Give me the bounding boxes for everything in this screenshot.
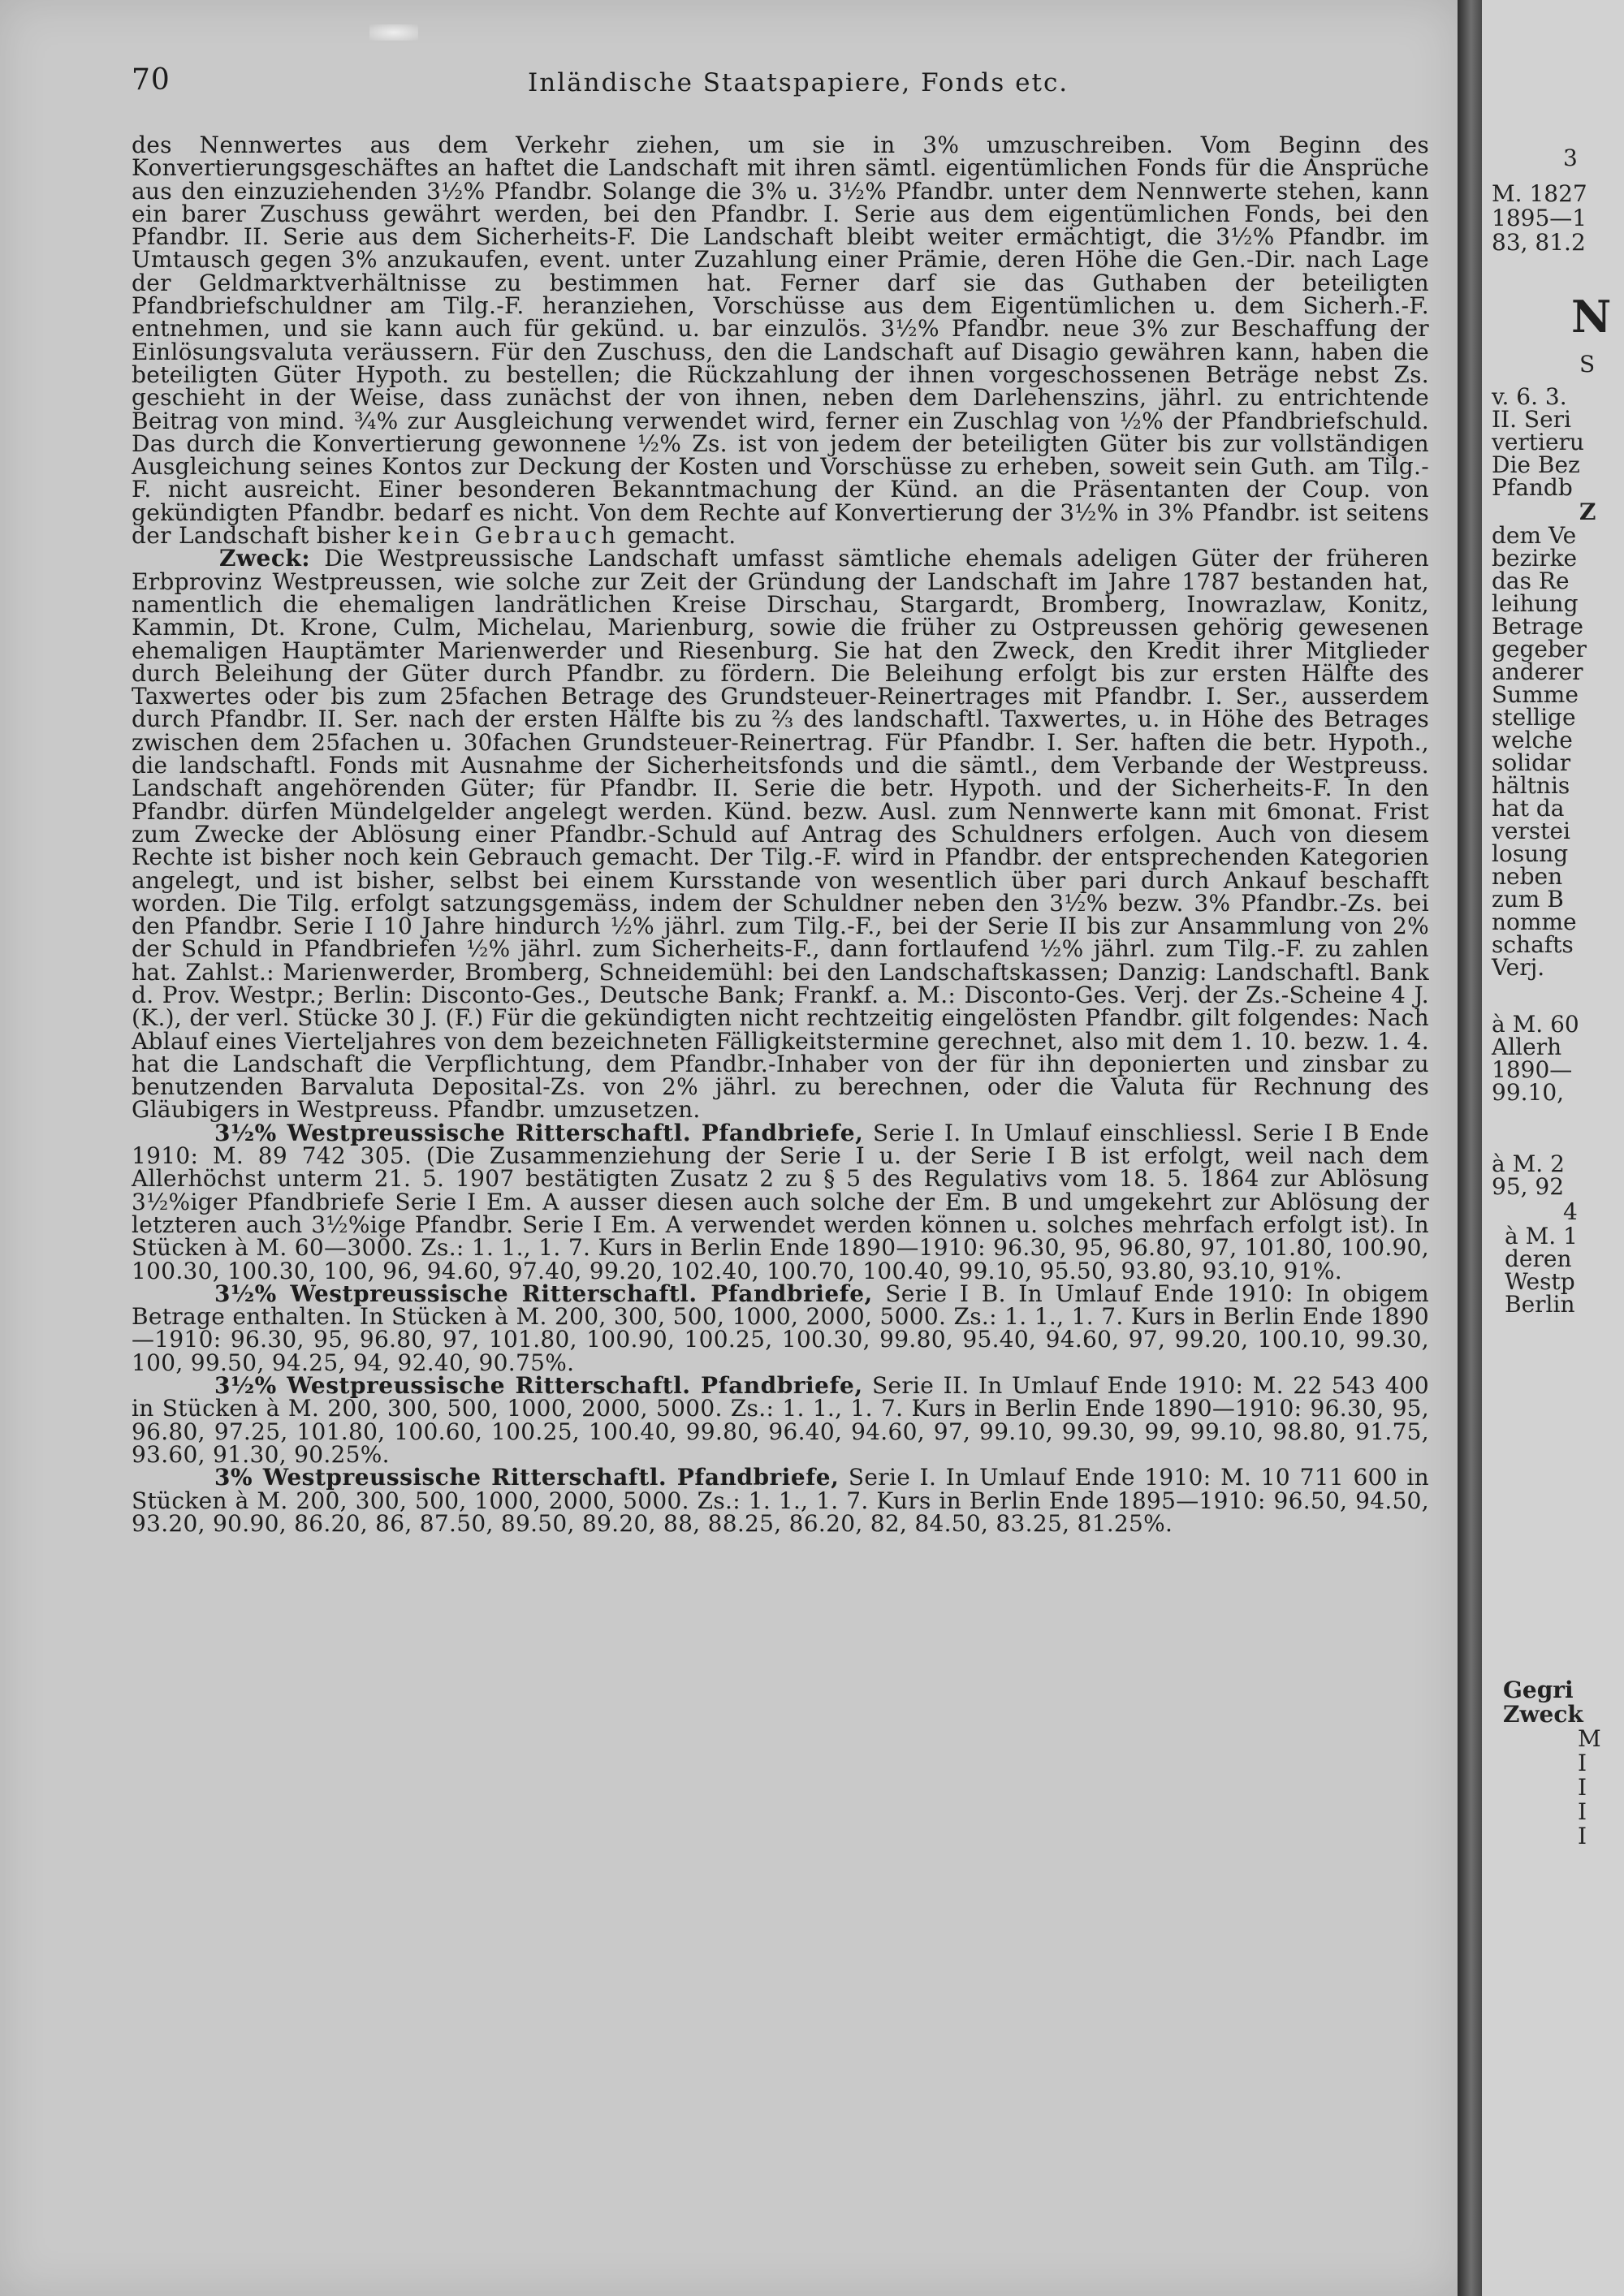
- print-smudge: [369, 24, 418, 41]
- right-fragment: Westp: [1505, 1268, 1575, 1295]
- entry-serie-ii: [132, 1372, 1429, 1468]
- right-fragment: zum B: [1492, 886, 1564, 913]
- paragraph-zweck: [132, 545, 1430, 1124]
- paragraph-konvertierung: [132, 132, 1429, 550]
- right-fragment: 1895—1: [1492, 205, 1587, 231]
- right-fragment: Gegri: [1503, 1677, 1574, 1703]
- right-fragment: à M. 1: [1505, 1223, 1578, 1249]
- entry-text: Serie I. In Umlauf einschliessl. Serie I B Ende 1910: M. 89 742 305. (Die Zusammenziehung der Serie I u. der Serie I B ist erfolgt, weil nach dem Allerhöchst unterm 21. 5. 1907 bestätigten Zusatz 2 zu § 5 des Regulativs vom 18. 5. 1864 zur Ablösung 3½%iger Pfandbriefe Serie I Em. A ausser diesen auch solche der Em. B und umgekehrt zur Ablösung der letzteren auch 3½%ige Pfandbr. Serie I Em. A verwendet werden können u. solches mehrfach erfolgt ist). In Stücken à M. 60—3000. Zs.: 1. 1., 1. 7. Kurs in Berlin Ende 1890—1910: 96.30, 95, 96.80, 97, 101.80, 100.90, 100.30, 100.30, 100, 96, 94.60, 97.40, 99.20, 102.40, 100.70, 100.40, 99.10, 95.50, 93.80, 93.10, 91%.: [132, 1119, 1429, 1284]
- right-fragment: M. 1827: [1492, 180, 1587, 207]
- right-fragment: 3: [1563, 145, 1578, 171]
- right-fragment: I: [1578, 1750, 1587, 1776]
- right-fragment: stellige: [1492, 704, 1576, 731]
- right-fragment: vertieru: [1492, 429, 1584, 455]
- right-fragment: leihung: [1492, 590, 1579, 617]
- entry-serie-i: [132, 1119, 1429, 1284]
- right-fragment: v. 6. 3.: [1492, 383, 1567, 410]
- right-fragment: I: [1578, 1823, 1587, 1849]
- right-fragment: Die Bez: [1492, 451, 1580, 478]
- running-title: Inländische Staatspapiere, Fonds etc.: [528, 68, 1069, 97]
- right-fragment: I: [1578, 1774, 1587, 1801]
- right-page: [1482, 0, 1624, 2296]
- right-fragment: Verj.: [1492, 954, 1545, 981]
- right-fragment: das Re: [1492, 568, 1570, 594]
- entry-serie-ib: [132, 1280, 1429, 1376]
- right-fragment: solidar: [1492, 749, 1571, 776]
- right-fragment: Betrage: [1492, 613, 1583, 640]
- right-fragment: Berlin: [1505, 1291, 1575, 1318]
- entry-text: Serie I B. In Umlauf Ende 1910: In obigem Betrage enthalten. In Stücken à M. 200, 300, 500, 1000, 2000, 5000. Zs.: 1. 1., 1. 7. Kurs in Berlin Ende 1890—1910: 96.30, 95, 96.80, 97, 101.80, 100.90, 100.25, 100.30, 99.80, 95.40, 94.60, 97, 99.20, 100.10, 99.30, 100, 99.50, 94.25, 94, 92.40, 90.75%.: [132, 1280, 1429, 1376]
- entry-title: 3½% Westpreussische Ritterschaftl. Pfandbriefe,: [214, 1372, 863, 1400]
- right-fragment: 95, 92: [1492, 1173, 1565, 1200]
- right-fragment: II. Seri: [1492, 406, 1572, 433]
- right-fragment: 1890—: [1492, 1056, 1573, 1083]
- right-fragment: neben: [1492, 863, 1563, 890]
- right-fragment: Summe: [1492, 681, 1579, 708]
- right-fragment: anderer: [1492, 658, 1583, 685]
- right-fragment: N: [1571, 291, 1612, 343]
- right-fragment: welche: [1492, 727, 1573, 753]
- page-number: 70: [132, 63, 171, 97]
- right-fragment: Z: [1579, 498, 1596, 525]
- right-fragment: gegeber: [1492, 636, 1587, 662]
- entry-text: Serie II. In Umlauf Ende 1910: M. 22 543 400 in Stücken à M. 200, 300, 500, 1000, 2000, 5000. Zs.: 1. 1., 1. 7. Kurs in Berlin Ende 1890—1910: 96.30, 95, 96.80, 97.25, 101.80, 100.60, 100.25, 100.40, 99.80, 96.40, 94.60, 97, 99.10, 99.30, 99, 99.10, 98.80, 91.75, 93.60, 91.30, 90.25%.: [132, 1372, 1429, 1468]
- entry-text: Serie I. In Umlauf Ende 1910: M. 10 711 600 in Stücken à M. 200, 300, 500, 1000, 2000, 5000. Zs.: 1. 1., 1. 7. Kurs in Berlin Ende 1895—1910: 96.50, 94.50, 93.20, 90.90, 86.20, 86, 87.50, 89.50, 89.20, 88, 88.25, 86.20, 82, 84.50, 83.25, 81.25%.: [132, 1464, 1430, 1537]
- right-fragment: I: [1578, 1798, 1587, 1825]
- paragraph-text: Die Westpreussische Landschaft umfasst sämtliche ehemals adeligen Güter der früheren Erbprovinz Westpreussen, wie solche zur Zeit der Gründung der Landschaft im Jahre 1787 bestanden hat, namentlich die ehemaligen landrätlichen Kreise Dirschau, Stargardt, Bromberg, Inowrazlaw, Konitz, Kammin, Dt. Krone, Culm, Michelau, Marienburg, sowie die früher zu Ostpreussen gehörig gewesenen ehemaligen Hauptämter Marienwerder und Riesenburg. Sie hat den Zweck, den Kredit ihrer Mitglieder durch Beleihung der Güter durch Pfandbr. zu fördern. Die Beleihung erfolgt bis zur ersten Hälfte des Taxwertes oder bis zum 25fachen Betrage des Grundsteuer-Reinertrages mit Pfandbr. I. Ser., ausserdem durch Pfandbr. II. Ser. nach der ersten Hälfte bis zu ⅔ des landschaftl. Taxwertes, u. in Höhe des Betrages zwischen dem 25fachen u. 30fachen Grundsteuer-Reinertrag. Für Pfandbr. I. Ser. haften die betr. Hypoth., die landschaftl. Fonds mit Ausnahme der Sicherheitsfonds und die sämtl., dem Verbande der Westpreuss. Landschaft angehörenden Güter; für Pfandbr. II. Serie die betr. Hypoth. und der Sicherheits-F. In den Pfandbr. dürfen Mündelgelder angelegt werden. Künd. bezw. Ausl. zum Nennwerte kann mit 6monat. Frist zum Zwecke der Ablösung einer Pfandbr.-Schuld auf Antrag des Schuldners erfolgen. Auch von diesem Rechte ist bisher noch kein Gebrauch gemacht. Der Tilg.-F. wird in Pfandbr. der entsprechenden Kategorien angelegt, und ist bisher, selbst bei einem Kursstande von wesentlich über pari durch Ankauf beschafft worden. Die Tilg. erfolgt satzungsgemäss, indem der Schuldner neben den 3½% bezw. 3% Pfandbr.-Zs. bei den Pfandbr. Serie I 10 Jahre hindurch ½% jährl. zum Tilg.-F., bei der Serie II bis zur Ansammlung von 2% der Schuld in Pfandbriefen ½% jährl. zum Sicherheits-F., dann fortlaufend ½% jährl. zum Tilg.-F. zu zahlen hat. Zahlst.: Marienwerder, Bromberg, Schneidemühl: bei den Landschaftskassen; Danzig: Landschaftl. Bank d. Prov. Westpr.; Berlin: Disconto-Ges., Deutsche Bank; Frankf. a. M.: Disconto-Ges. Verj. der Zs.-Scheine 4 J. (K.), der verl. Stücke 30 J. (F.) Für die gekündigten nicht rechtzeitig eingelösten Pfandbr. gilt folgendes: Nach Ablauf eines Vierteljahres von dem bezeichneten Fälligkeitstermine gerechnet, also mit dem 1. 10. bezw. 1. 4. hat die Landschaft die Verpflichtung, dem Pfandbr.-Inhaber von der für ihn deponierten und zinsbar zu benutzenden Barvaluta Deposital-Zs. von 2% jährl. zu berechnen, oder die Valuta für Rechnung des Gläubigers in Westpreuss. Pfandbr. umzusetzen.: [132, 545, 1430, 1124]
- right-fragment: à M. 2: [1492, 1150, 1565, 1177]
- right-fragment: Allerh: [1492, 1034, 1562, 1060]
- book-gutter: [1458, 0, 1482, 2296]
- right-fragment: Pfandb: [1492, 474, 1573, 501]
- body-text: [132, 134, 1429, 1535]
- right-fragment: à M. 60: [1492, 1011, 1579, 1038]
- entry-title: 3½% Westpreussische Ritterschaftl. Pfandbriefe,: [214, 1280, 873, 1307]
- right-fragment: M: [1578, 1725, 1601, 1752]
- emphasis-spaced: kein Gebrauch: [398, 522, 620, 550]
- right-fragment: losung: [1492, 840, 1569, 867]
- right-fragment: dem Ve: [1492, 522, 1577, 549]
- right-fragment: hältnis: [1492, 772, 1570, 799]
- section-lead: Zweck:: [219, 545, 311, 572]
- paragraph-tail: gemacht.: [627, 522, 736, 550]
- entry-3pct-serie-i: [132, 1466, 1429, 1535]
- right-fragment: S: [1579, 351, 1596, 378]
- page-header: [132, 63, 1431, 104]
- paragraph-text: des Nennwertes aus dem Verkehr ziehen, um sie in 3% umzuschreiben. Vom Beginn des Konvertierungsgeschäftes an haftet die Landschaft mit ihren sämtl. eigentümlichen Fonds für die Ansprüche aus den einzuziehenden 3½% Pfandbr. Solange die 3% u. 3½% Pfandbr. unter dem Nennwerte stehen, kann ein barer Zuschuss gewährt werden, bei den Pfandbr. I. Serie aus dem eigentümlichen Fonds, bei den Pfandbr. II. Serie aus dem Sicherheits-F. Die Landschaft bleibt weiter ermächtigt, die 3½% Pfandbr. im Umtausch gegen 3% anzukaufen, event. unter Zuzahlung einer Prämie, deren Höhe die Gen.-Dir. nach Lage der Geldmarktverhältnisse zu bestimmen hat. Ferner darf sie das Guthaben der beteiligten Pfandbriefschuldner am Tilg.-F. heranziehen, Vorschüsse aus dem Eigentümlichen u. dem Sicherh.-F. entnehmen, und sie kann auch für gekünd. u. bar einzulös. 3½% Pfandbr. neue 3% zur Beschaffung der Einlösungsvaluta veräussern. Für den Zuschuss, den die Landschaft auf Disagio gewähren kann, haben die beteiligten Güter Hypoth. zu bestellen; die Rückzahlung der ihnen vorgeschossenen Beträge nebst Zs. geschieht in der Weise, dass zunächst der von ihnen, neben dem Darlehenszins, jährl. zu entrichtende Beitrag von mind. ¾% zur Ausgleichung verwendet wird, ferner ein Zuschlag von ½% der Pfandbriefschuld. Das durch die Konvertierung gewonnene ½% Zs. ist von jedem der beteiligten Güter bis zur vollständigen Ausgleichung seines Kontos zur Deckung der Kosten und Vorschüsse zu erheben, soweit sein Guth. am Tilg.-F. nicht ausreicht. Einer besonderen Bekanntmachung der Künd. an die Präsentanten der Coup. von gekündigten Pfandbr. bedarf es nicht. Von dem Rechte auf Konvertierung der 3½% in 3% Pfandbr. ist seitens der Landschaft bisher: [132, 132, 1429, 550]
- right-fragment: 83, 81.2: [1492, 229, 1586, 256]
- right-fragment: 4: [1563, 1198, 1578, 1225]
- right-fragment: deren: [1505, 1245, 1572, 1272]
- right-fragment: schafts: [1492, 931, 1574, 958]
- right-fragment: 99.10,: [1492, 1079, 1565, 1106]
- right-fragment: hat da: [1492, 795, 1565, 822]
- entry-title: 3% Westpreussische Ritterschaftl. Pfandbriefe,: [214, 1464, 840, 1491]
- right-fragment: verstei: [1492, 818, 1570, 844]
- entry-title: 3½% Westpreussische Ritterschaftl. Pfandbriefe,: [214, 1119, 864, 1146]
- right-fragment: nomme: [1492, 908, 1577, 935]
- right-fragment: Zweck: [1503, 1701, 1583, 1728]
- right-fragment: bezirke: [1492, 545, 1578, 572]
